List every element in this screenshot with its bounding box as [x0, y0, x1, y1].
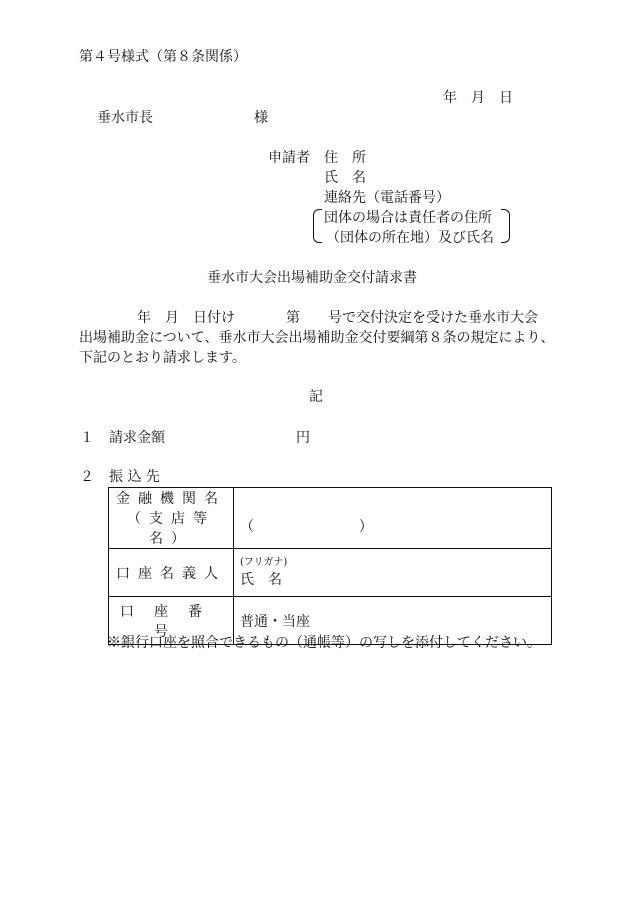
applicant-name: 氏 名	[324, 170, 366, 186]
bank-institution-label	[109, 488, 234, 549]
bank-row-holder	[109, 549, 552, 597]
bank-account-type: 普通・当座	[240, 613, 310, 630]
bank-institution-label-a: 金融機関名	[116, 491, 226, 507]
bank-row-institution	[109, 488, 552, 549]
body-dai: 第	[286, 310, 300, 326]
bank-holder-value[interactable]	[234, 549, 552, 597]
bank-institution-value[interactable]	[234, 488, 552, 549]
bank-branch-paren-close: ）	[358, 519, 373, 535]
date-line: 年 月 日	[443, 90, 513, 106]
addressee-name: 垂水市長	[97, 110, 153, 126]
attachment-note: ※銀行口座を照合できるもの（通帳等）の写しを添付してください。	[107, 635, 541, 651]
body-line1-rest: 号で交付決定を受けた垂水市大会	[328, 310, 538, 326]
bank-branch-paren-open: （	[240, 519, 254, 535]
group-note-line1: 団体の場合は責任者の住所	[324, 210, 492, 226]
applicant-address: 住 所	[324, 150, 366, 166]
body-line2: 出場補助金について、垂水市大会出場補助金交付要綱第８条の規定により、	[79, 330, 555, 346]
item1-label: 請求金額	[109, 430, 165, 446]
group-note-bracket-left	[313, 209, 322, 243]
bank-table	[108, 487, 552, 645]
body-date: 年 月 日付け	[137, 310, 235, 326]
body-line3: 下記のとおり請求します。	[79, 350, 246, 366]
bank-account-label-text: 口座番号	[120, 603, 222, 640]
bank-institution-label-b: （支店等名）	[127, 511, 215, 547]
addressee-honorific: 様	[254, 110, 268, 126]
applicant-contact: 連絡先（電話番号）	[324, 190, 450, 206]
bank-holder-label-text: 口座名義人	[116, 565, 226, 582]
ki-heading: 記	[309, 389, 323, 405]
item2-label: 振 込 先	[109, 469, 160, 485]
applicant-label: 申請者	[268, 150, 310, 166]
bank-holder-furigana: (フリガナ)	[240, 556, 288, 568]
group-note-line2: （団体の所在地）及び氏名	[326, 230, 494, 246]
form-number: 第４号様式（第８条関係）	[79, 49, 247, 65]
document-title: 垂水市大会出場補助金交付請求書	[207, 270, 417, 286]
bank-holder-label	[109, 549, 234, 597]
group-note-bracket-right	[501, 209, 510, 243]
bank-holder-name: 氏 名	[240, 571, 282, 588]
item1-unit: 円	[296, 430, 310, 446]
item1-number: １	[80, 430, 94, 446]
item2-number: ２	[80, 469, 94, 485]
